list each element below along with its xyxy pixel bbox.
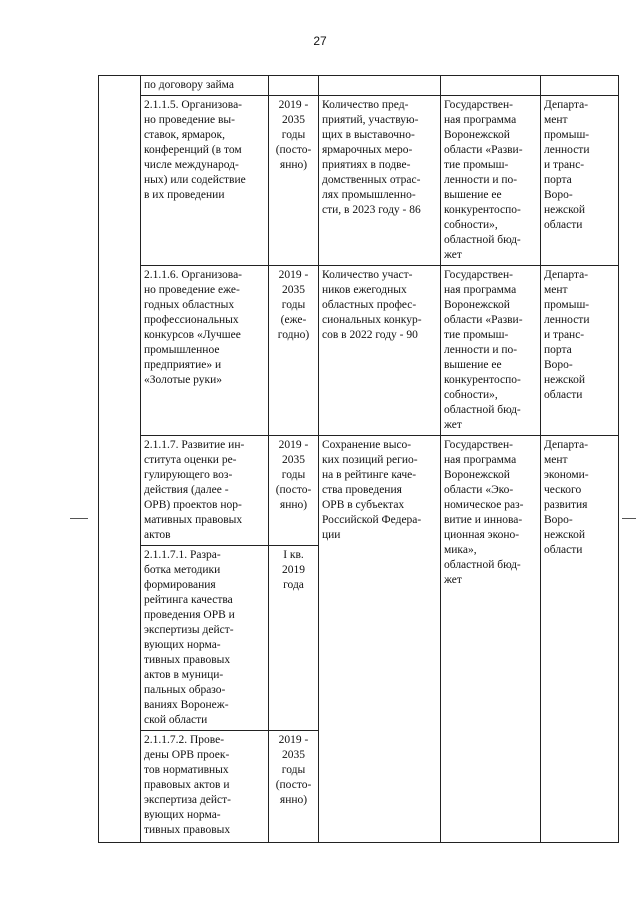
table-row xyxy=(99,436,619,546)
program-cell: Государствен- ная программа Воронежской области «Эко- номическое раз- витие и иннова- ционная эконо- мика», областной бюд- жет xyxy=(441,436,541,843)
row-number-cell xyxy=(99,76,141,843)
scan-mark-left xyxy=(70,518,88,519)
indicator-cell xyxy=(319,76,441,96)
scan-mark-right xyxy=(622,518,636,519)
table-row xyxy=(99,76,619,96)
subaction-cell: 2.1.1.7.2. Прове- дены ОРВ проек- тов нормативных правовых актов и экспертиза дейст- вующих норма- тивных правовых xyxy=(141,731,269,843)
term-cell: 2019 - 2035 годы (посто- янно) xyxy=(269,731,319,843)
executor-cell: Департа- мент экономи- ческого развития Воро- нежской области xyxy=(541,436,619,843)
action-cell: по договору займа xyxy=(141,76,269,96)
executor-cell xyxy=(541,76,619,96)
action-cell: 2.1.1.5. Организова- но проведение вы- ставок, ярмарок, конференций (в том числе международ- ных) или содействие в их проведении xyxy=(141,96,269,266)
program-cell: Государствен- ная программа Воронежской области «Разви- тие промыш- ленности и по- вышение ее конкурентоспо- собности», областной бюд- жет xyxy=(441,96,541,266)
term-cell: 2019 - 2035 годы (еже- годно) xyxy=(269,266,319,436)
measures-table xyxy=(98,75,619,843)
indicator-cell: Сохранение высо- ких позиций регио- на в рейтинге каче- ства проведения ОРВ в субъектах Российской Федера- ции xyxy=(319,436,441,843)
term-cell: 2019 - 2035 годы (посто- янно) xyxy=(269,96,319,266)
action-cell: 2.1.1.6. Организова- но проведение еже- годных областных профессиональных конкурсов «Лучшее промышленное предприятие» и «Золотые руки» xyxy=(141,266,269,436)
action-cell: 2.1.1.7. Развитие ин- ститута оценки ре- гулирующего воз- действия (далее - ОРВ) проектов нор- мативных правовых актов xyxy=(141,436,269,546)
executor-cell: Департа- мент промыш- ленности и транс- порта Воро- нежской области xyxy=(541,96,619,266)
indicator-cell: Количество пред- приятий, участвую- щих в выставочно- ярмарочных меро- приятиях в подве- домственных отрас- лях промышленно- сти, в 2023 году - 86 xyxy=(319,96,441,266)
program-cell: Государствен- ная программа Воронежской области «Разви- тие промыш- ленности и по- вышение ее конкурентоспо- собности», областной бюд- жет xyxy=(441,266,541,436)
executor-cell: Департа- мент промыш- ленности и транс- порта Воро- нежской области xyxy=(541,266,619,436)
term-cell: 2019 - 2035 годы (посто- янно) xyxy=(269,436,319,546)
program-cell xyxy=(441,76,541,96)
term-cell: I кв. 2019 года xyxy=(269,546,319,731)
subaction-cell: 2.1.1.7.1. Разра- ботка методики формирования рейтинга качества проведения ОРВ и экспертизы дейст- вующих норма- тивных правовых актов в муници- пальных образо- ваниях Воронеж- ской области xyxy=(141,546,269,731)
table-row xyxy=(99,266,619,436)
table-row xyxy=(99,96,619,266)
indicator-cell: Количество участ- ников ежегодных областных профес- сиональных конкур- сов в 2022 году - 90 xyxy=(319,266,441,436)
term-cell xyxy=(269,76,319,96)
page-number: 27 xyxy=(313,34,327,48)
